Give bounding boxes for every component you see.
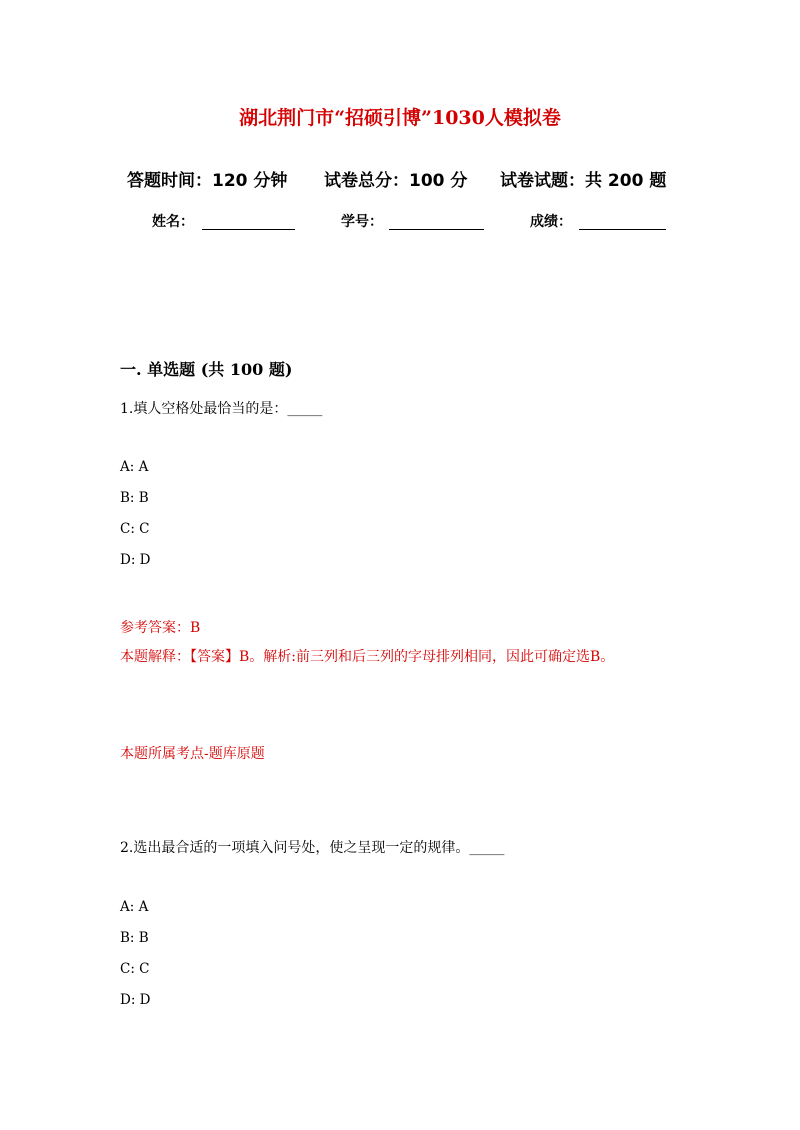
exam-question-count: 试卷试题：共 200 题 (500, 171, 667, 191)
score-label: 成绩： (530, 214, 572, 230)
name-label: 姓名： (152, 214, 194, 230)
question-1-option-a: A: A (120, 459, 149, 475)
page-title: 湖北荆门市“招硕引博”1030人模拟卷 (239, 107, 561, 129)
name-blank (202, 229, 295, 230)
question-2-option-c: C: C (120, 961, 150, 977)
question-1-text: 1.填人空格处最恰当的是：_____ (120, 401, 323, 417)
student-id-label: 学号： (341, 214, 383, 230)
question-1-topic: 本题所属考点-题库原题 (120, 746, 265, 762)
question-1-option-b: B: B (120, 490, 149, 506)
question-1-option-d: D: D (120, 552, 151, 568)
question-2-option-b: B: B (120, 930, 149, 946)
question-2-option-d: D: D (120, 992, 151, 1008)
student-id-blank (389, 229, 484, 230)
score-blank (579, 229, 666, 230)
exam-total-score: 试卷总分：100 分 (324, 171, 468, 191)
exam-time: 答题时间：120 分钟 (127, 171, 288, 191)
question-1-answer: 参考答案：B (120, 620, 201, 636)
question-2-option-a: A: A (120, 899, 149, 915)
section-heading: 一. 单选题 (共 100 题) (120, 360, 293, 379)
question-1-option-c: C: C (120, 521, 150, 537)
question-2-text: 2.选出最合适的一项填入问号处，使之呈现一定的规律。_____ (120, 840, 505, 856)
question-1-explanation: 本题解释：【答案】B。解析:前三列和后三列的字母排列相同，因此可确定选B。 (120, 649, 615, 665)
